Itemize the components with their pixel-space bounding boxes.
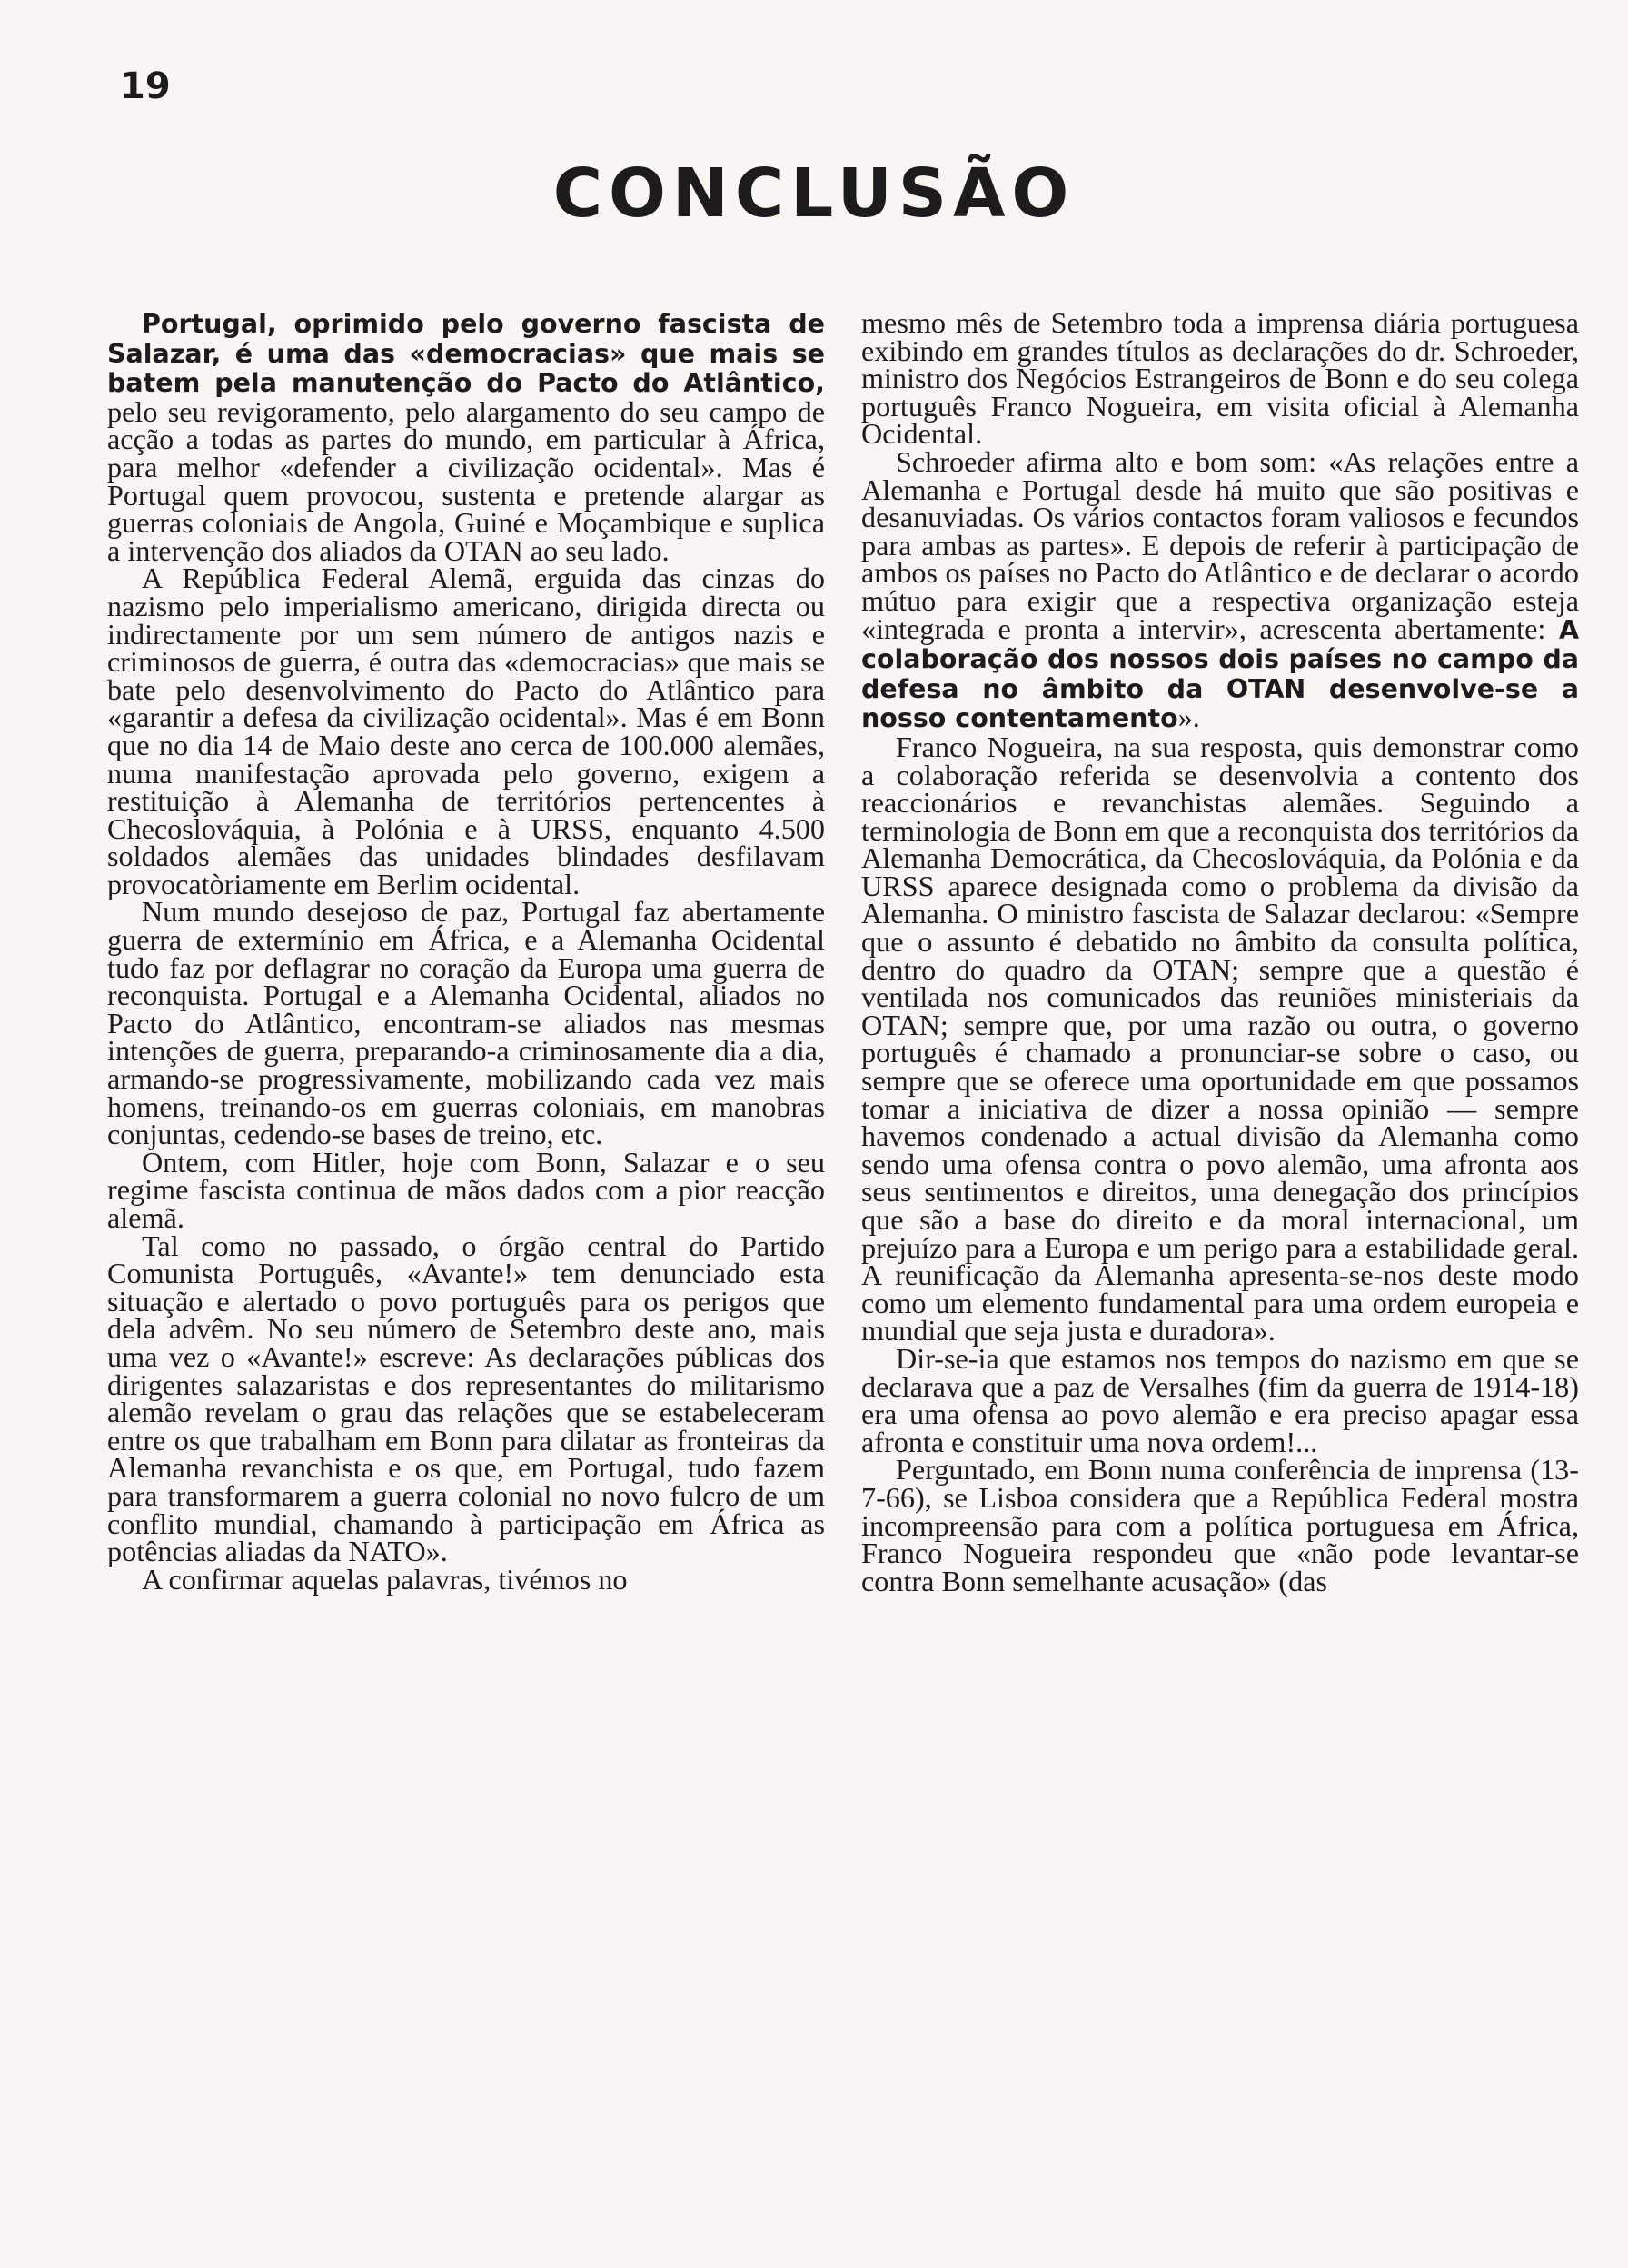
bold-text-run: Portugal, oprimido pelo governo fascista de Salazar, é uma das «democracias» que mais se batem pela manutenção do Pacto do Atlântico,	[107, 309, 825, 399]
paragraph	[861, 306, 1579, 451]
paragraph	[861, 444, 1579, 734]
text-columns	[107, 306, 1579, 1597]
paragraph	[107, 1145, 825, 1234]
page-number: 19	[120, 65, 171, 107]
text-run: Franco Nogueira, na sua resposta, quis demonstrar como a colaboração referida se desenvolvia a contento dos reaccionários e revanchistas alemães. Seguindo a terminologia de Bonn em que a reconquista dos territórios da Alemanha Democrática, da Checoslováquia, da Polónia e da URSS aparece designada como o problema da divisão da Alemanha. O ministro fascista de Salazar declarou: «Sempre que o assunto é debatido no âmbito da consulta política, dentro do quadro da OTAN; sempre que a questão é ventilada nos comunicados das reuniões ministeriais da OTAN; sempre que, por uma razão ou outra, o governo português é chamado a pronunciar-se sobre o caso, ou sempre que se oferece uma oportunidade em que possamos tomar a iniciativa de dizer a nossa opinião — sempre havemos condenado a actual divisão da Alemanha como sendo uma ofensa contra o povo alemão, uma afronta aos seus sentimentos e direitos, uma denegação dos princípios que são a base do direito e da moral internacional, um prejuízo para a Europa e um perigo para a estabilidade geral. A reunificação da Alemanha apresenta-se-nos deste modo como um elemento fundamental para uma ordem europeia e mundial que seja justa e duradora».	[861, 730, 1579, 1348]
text-run: Dir-se-ia que estamos nos tempos do nazismo em que se declarava que a paz de Versalhes (fim da guerra de 1914-18) era uma ofensa ao povo alemão e era preciso apagar essa afronta e constituir uma nova ordem!...	[861, 1341, 1579, 1458]
text-run: Ontem, com Hitler, hoje com Bonn, Salazar e o seu regime fascista continua de mãos dados com a pior reacção alemã.	[107, 1145, 825, 1234]
text-run: mesmo mês de Setembro toda a imprensa diária portuguesa exibindo em grandes títulos as declarações do dr. Schroeder, ministro dos Negócios Estrangeiros de Bonn e do seu colega português Franco Nogueira, em visita oficial à Alemanha Ocidental.	[861, 306, 1579, 451]
text-run: A República Federal Alemã, erguida das cinzas do nazismo pelo imperialismo americano, dirigida directa ou indirectamente por um sem número de antigos nazis e criminosos de guerra, é outra das «democracias» que mais se bate pelo desenvolvimento do Pacto do Atlântico para «garantir a defesa da civilização ocidental». Mas é em Bonn que no dia 14 de Maio deste ano cerca de 100.000 alemães, numa manifestação aprovada pelo governo, exigem a restituição à Alemanha de territórios pertencentes à Checoslováquia, à Polónia e à URSS, enquanto 4.500 soldados alemães das unidades blindades desfilavam provocatòriamente em Berlim ocidental.	[107, 562, 825, 900]
paragraph	[107, 309, 825, 567]
paragraph	[107, 1228, 825, 1568]
text-run: Perguntado, em Bonn numa conferência de imprensa (13-7-66), se Lisboa considera que a República Federal mostra incompreensão para com a política portuguesa em África, Franco Nogueira respondeu que «não pode levantar-se contra Bonn semelhante acusação» (das	[861, 1453, 1579, 1597]
paragraph	[861, 730, 1579, 1348]
left-column	[107, 309, 825, 1595]
text-run: Tal como no passado, o órgão central do Partido Comunista Português, «Avante!» tem denunciado esta situação e alertado o povo português para os perigos que dela advêm. No seu número de Setembro deste ano, mais uma vez o «Avante!» escreve: As declarações públicas dos dirigentes salazaristas e dos representantes do militarismo alemão revelam o grau das relações que se estabeleceram entre os que trabalham em Bonn para dilatar as fronteiras da Alemanha revanchista e os que, em Portugal, tudo fazem para transformarem a guerra colonial no novo fulcro de um conflito mundial, chamando à participação em África as potências aliadas da NATO».	[107, 1228, 825, 1568]
text-run: pelo seu revigoramento, pelo alargamento do seu campo de acção a todas as partes do mundo, em particular à África, para melhor «defender a civilização ocidental». Mas é Portugal quem provocou, sustenta e pretende alargar as guerras coloniais de Angola, Guiné e Moçambique e suplica a intervenção dos aliados da OTAN ao seu lado.	[107, 394, 825, 567]
right-column	[861, 306, 1579, 1597]
bold-text-run: A colaboração dos nossos dois países no campo da defesa no âmbito da OTAN desenvolve-se a nosso contentamento	[861, 614, 1579, 734]
paragraph	[107, 1562, 825, 1596]
text-run: ».	[1177, 701, 1200, 734]
paragraph	[107, 895, 825, 1151]
paragraph	[107, 564, 825, 898]
text-run: Schroeder afirma alto e bom som: «As relações entre a Alemanha e Portugal desde há muito que são positivas e desanuviadas. Os vários contactos foram valiosos e fecundos para ambas as partes». E depois de referir à participação de ambos os países no Pacto do Atlântico e de declarar o acordo mútuo para exigir que a respectiva organização esteja «integrada e pronta a intervir», acrescenta abertamente:	[861, 444, 1579, 645]
text-run: A confirmar aquelas palavras, tivémos no	[142, 1562, 628, 1596]
paragraph	[861, 1341, 1579, 1458]
page-title: CONCLUSÃO	[552, 154, 1076, 233]
paragraph	[861, 1453, 1579, 1597]
text-run: Num mundo desejoso de paz, Portugal faz abertamente guerra de extermínio em África, e a Alemanha Ocidental tudo faz por deflagrar no coração da Europa uma guerra de reconquista. Portugal e a Alemanha Ocidental, aliados no Pacto do Atlântico, encontram-se aliados nas mesmas intenções de guerra, preparando-a criminosamente dia a dia, armando-se progressivamente, mobilizando cada vez mais homens, treinando-os em guerras coloniais, em manobras conjuntas, cedendo-se bases de treino, etc.	[107, 895, 825, 1151]
